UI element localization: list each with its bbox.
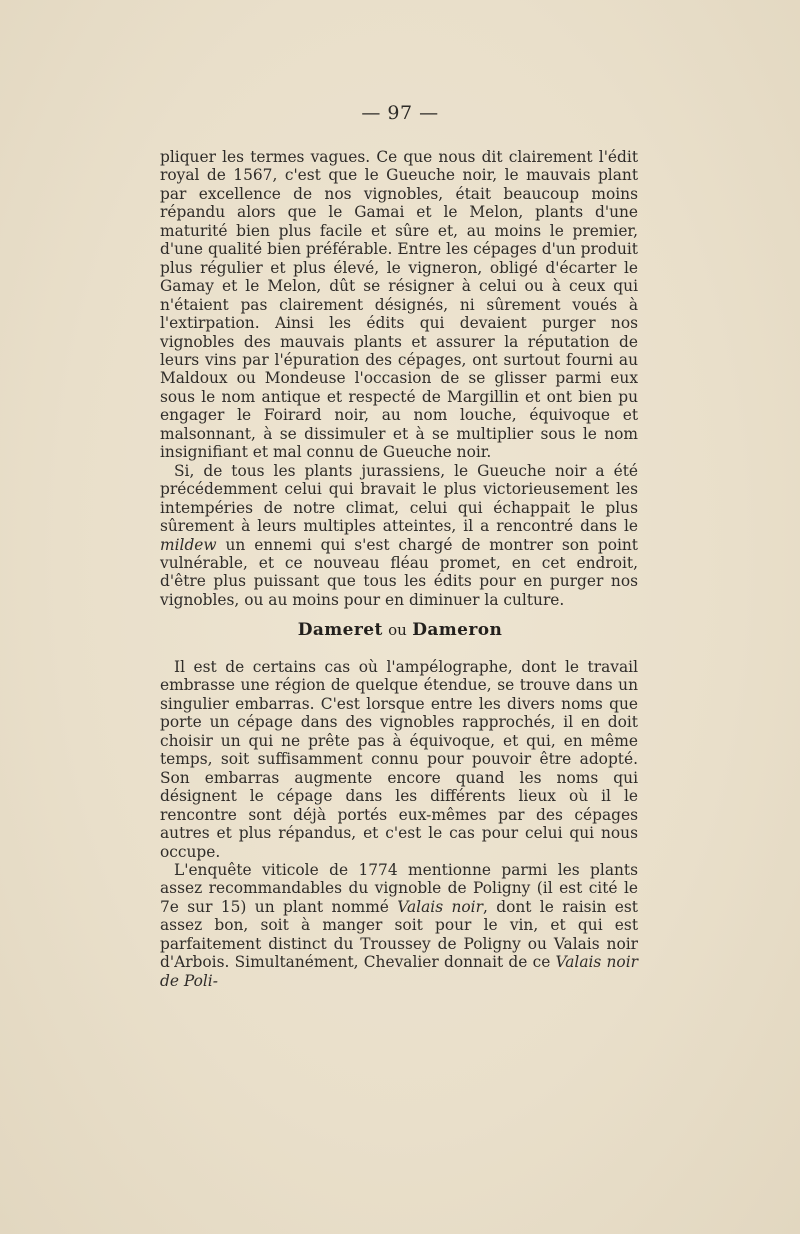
section-heading <box>0 620 800 640</box>
paragraph-continuation: pliquer les termes vagues. Ce que nous dit clairement l'édit royal de 1567, c'est que le Gueuche noir, le mauvais plant par excellence de nos vignobles, était beaucoup moins répandu alors que le Gamai et le Melon, plants d'une maturité bien plus facile et sûre et, au moins le premier, d'une qualité bien préférable. Entre les cépages d'un produit plus régulier et plus élevé, le vigneron, obligé d'écarter le Gamay et le Melon, dût se résigner à celui ou à ceux qui n'étaient pas clairement désignés, ni sûrement voués à l'extirpation. Ainsi les édits qui devaient purger nos vignobles des mauvais plants et assurer la réputation de leurs vins par l'épuration des cépages, ont surtout fourni au Maldoux ou Mondeuse l'occasion de se glisser parmi eux sous le nom antique et respecté de Margillin et ont bien pu engager le Foirard noir, au nom louche, équivoque et malsonnant, à se dissimuler et à se multiplier sous le nom insignifiant et mal connu de Gueuche noir. <box>160 148 638 462</box>
paragraph-ampelographe: Il est de certains cas où l'ampélographe, dont le travail embrasse une région de quelque étendue, se trouve dans un singulier embarras. C'est lorsque entre les divers noms que porte un cépage dans des vignobles rapprochés, il en doit choisir un qui ne prête pas à équivoque, et qui, en même temps, soit suffisamment connu pour pouvoir être adopté. Son embarras augmente encore quand les noms qui désignent le cépage dans les différents lieux où il le rencontre sont déjà portés eux-mêmes par des cépages autres et plus répandus, et c'est le cas pour celui qui nous occupe. <box>160 658 638 861</box>
text-block-upper <box>160 148 638 609</box>
paragraph-enquete <box>160 861 638 990</box>
heading-name-2: Dameron <box>412 620 503 640</box>
paragraph-mildew <box>160 462 638 610</box>
paragraph-text: L'enquête viticole de 1774 mentionne parmi les plants assez recommandables du vignoble de Poligny (il est cité le 7e sur 15) un plant nommé <box>160 860 638 916</box>
text-block-lower <box>160 658 638 990</box>
page-number: — 97 — <box>361 102 439 124</box>
italic-term: Valais noir de Poli- <box>160 953 638 990</box>
paragraph-text: Si, de tous les plants jurassiens, le Gueuche noir a été précédemment celui qui bravait le plus victorieusement les intempéries de notre climat, celui qui échappait le plus sûrement à leurs multiples atteintes, il a rencontré dans le <box>160 461 638 536</box>
italic-term: mildew <box>160 535 217 554</box>
italic-term: Valais noir <box>397 897 483 916</box>
heading-name-1: Dameret <box>297 620 383 640</box>
paragraph-text: , dont le raisin est assez bon, soit à manger soit pour le vin, et qui est parfaitement distinct du Troussey de Poligny ou Valais noir d'Arbois. Simultanément, Chevalier donnait de ce <box>160 897 638 972</box>
heading-conjunction: ou <box>388 621 407 639</box>
paragraph-text: un ennemi qui s'est chargé de montrer son point vulnérable, et ce nouveau fléau promet, en cet endroit, d'être plus puissant que tous les édits pour en purger nos vignobles, ou au moins pour en diminuer la culture. <box>160 535 638 609</box>
